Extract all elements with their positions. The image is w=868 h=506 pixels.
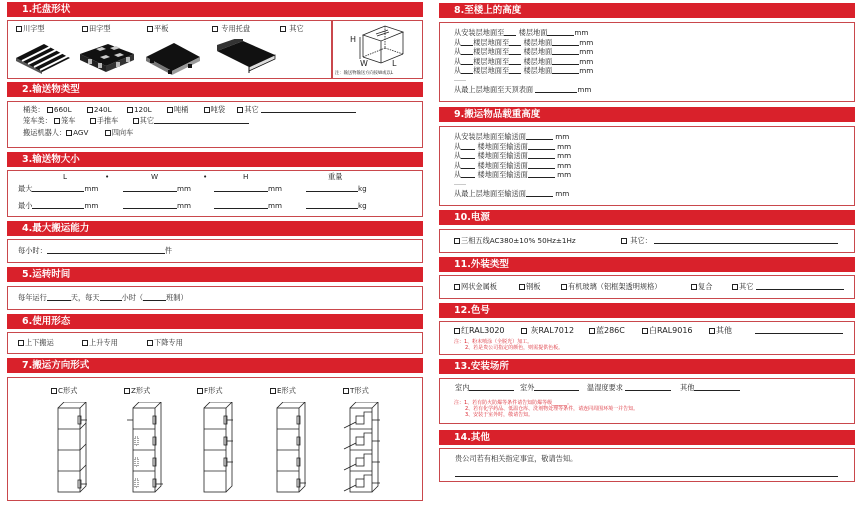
section-5-operating-time: 每年运行 天，每天 小时（ 班制） xyxy=(7,286,423,310)
checkbox[interactable] xyxy=(521,328,527,334)
from-floor-input[interactable] xyxy=(461,47,473,55)
height-input[interactable] xyxy=(528,170,555,178)
from-floor-input[interactable] xyxy=(461,57,473,65)
checkbox[interactable] xyxy=(621,238,627,244)
section-9-header: 9.搬运物品载重高度 xyxy=(439,107,855,122)
color-note-2: 2、若是贵公司指定的颜色，则需提供色板。 xyxy=(465,345,564,351)
height-input[interactable] xyxy=(526,132,553,140)
ellipsis: …… xyxy=(454,76,466,83)
section-14-other xyxy=(439,448,855,482)
row-min: 最小 mm xyxy=(18,201,99,210)
section-9-load-height xyxy=(439,126,855,206)
e-form-tower-icon xyxy=(271,402,309,494)
section-7-direction xyxy=(7,377,423,501)
option-blue[interactable]: 蓝286C xyxy=(589,325,625,336)
floor-input[interactable] xyxy=(461,142,475,150)
diagram-label-w: W xyxy=(360,59,368,68)
option-other-color[interactable]: 其他 xyxy=(709,325,732,336)
other-cladding-input[interactable] xyxy=(756,282,844,290)
checkbox[interactable] xyxy=(212,26,218,32)
checkbox[interactable] xyxy=(691,284,697,290)
checkbox[interactable] xyxy=(82,26,88,32)
option-up-only[interactable]: 上升专用 xyxy=(82,338,118,347)
checkbox[interactable] xyxy=(642,328,648,334)
load-row: 从 楼地面至输送面 mm xyxy=(454,170,572,179)
option-grey[interactable]: 灰RAL7012 xyxy=(521,325,574,336)
option-c[interactable]: C形式 xyxy=(51,386,77,395)
option-ton-barrel[interactable]: 吨桶 xyxy=(167,105,188,114)
option-other-power[interactable]: 其它： xyxy=(621,236,838,245)
header-w: W xyxy=(151,172,159,181)
option-other[interactable]: 其它 xyxy=(280,24,304,33)
checkbox[interactable] xyxy=(105,130,111,136)
per-hour-input[interactable] xyxy=(47,246,165,254)
option-special[interactable]: 专用托盘 xyxy=(212,24,250,33)
checkbox[interactable] xyxy=(454,328,460,334)
checkbox[interactable] xyxy=(732,284,738,290)
diagram-label-h: H xyxy=(350,35,357,44)
section-14-header: 14.其他 xyxy=(439,430,855,445)
section-2-header: 2.输送物类型 xyxy=(7,82,423,97)
checkbox[interactable] xyxy=(16,26,22,32)
checkbox[interactable] xyxy=(343,388,349,394)
checkbox[interactable] xyxy=(90,118,96,124)
section-7-header: 7.搬运方向形式 xyxy=(7,358,423,373)
section-6-header: 6.使用形态 xyxy=(7,314,423,329)
days-per-year-input[interactable] xyxy=(47,293,71,301)
option-acrylic[interactable]: 有机玻璃（铝框架透明规格） xyxy=(561,282,661,291)
height-input[interactable] xyxy=(552,66,579,74)
section-4-max-capacity: 每小时： 件 xyxy=(7,239,423,263)
diagram-label-l: L xyxy=(392,59,397,68)
height-input[interactable] xyxy=(552,47,579,55)
section-11-cladding xyxy=(439,275,855,299)
to-floor-input[interactable] xyxy=(509,66,521,74)
checkbox[interactable] xyxy=(133,118,139,124)
to-floor-input[interactable] xyxy=(509,38,521,46)
option-t[interactable]: T形式 xyxy=(343,386,369,395)
diagram-divider xyxy=(331,20,333,79)
header-sep: • xyxy=(203,172,208,181)
ellipsis: …… xyxy=(454,180,466,187)
floor-row-last: 从最上层地面至天顶表面 mm xyxy=(454,85,592,94)
checkbox[interactable] xyxy=(147,26,153,32)
section-1-header: 1.托盘形状 xyxy=(7,2,423,17)
option-other[interactable]: 其它 xyxy=(237,105,258,114)
z-form-tower-icon xyxy=(125,402,165,494)
max-w-input[interactable] xyxy=(123,184,177,192)
site-note-1: 注：1、若有防火防爆等条件请告知防爆等级______。 xyxy=(454,400,573,406)
checkbox[interactable] xyxy=(54,118,60,124)
flat-pallet-icon xyxy=(144,39,202,75)
option-e[interactable]: E形式 xyxy=(270,386,296,395)
checkbox[interactable] xyxy=(454,284,460,290)
checkbox[interactable] xyxy=(127,107,133,113)
to-floor-input[interactable] xyxy=(509,57,521,65)
floor-input[interactable] xyxy=(461,161,475,169)
floor-row: 从 楼层地面至 楼层地面 mm xyxy=(454,37,594,47)
checkbox[interactable] xyxy=(82,340,88,346)
floor-row: 从 楼层地面至 楼层地面 mm xyxy=(454,47,594,56)
checkbox[interactable] xyxy=(167,107,173,113)
checkbox[interactable] xyxy=(204,107,210,113)
option-other[interactable]: 其它 xyxy=(133,116,154,125)
checkbox[interactable] xyxy=(66,130,72,136)
max-l-input[interactable] xyxy=(32,184,84,192)
other-notes-input[interactable] xyxy=(455,476,838,477)
option-steel[interactable]: 钢板 xyxy=(519,282,540,291)
shifts-input[interactable] xyxy=(143,293,166,301)
checkbox[interactable] xyxy=(589,328,595,334)
load-row-first: 从安装层地面至输送面 mm xyxy=(454,132,570,141)
option-ton-bag[interactable]: 吨袋 xyxy=(204,105,225,114)
site-note-3: 3、安装于室外时，敬请告知。 xyxy=(465,412,534,418)
row-barrel: 桶类： 660L 240L 120L 吨桶 吨袋 其它 xyxy=(23,105,356,114)
min-weight-input[interactable] xyxy=(306,201,358,209)
checkbox[interactable] xyxy=(87,107,93,113)
row-cage: 笼车类： 笼车 手推车 其它 xyxy=(23,116,249,125)
height-input[interactable] xyxy=(528,151,555,159)
option-other-cladding[interactable]: 其它 xyxy=(732,282,844,291)
floor-input[interactable] xyxy=(461,170,475,178)
option-agv[interactable]: AGV xyxy=(66,128,88,137)
option-white[interactable]: 白RAL9016 xyxy=(642,325,693,336)
section-8-header: 8.至楼上的高度 xyxy=(439,3,855,18)
height-input[interactable] xyxy=(552,38,579,46)
section-4-header: 4.最大搬运能力 xyxy=(7,221,423,236)
load-row: 从 楼地面至输送面 mm xyxy=(454,151,572,160)
checkbox[interactable] xyxy=(18,340,24,346)
max-weight-input[interactable] xyxy=(306,184,358,192)
checkbox[interactable] xyxy=(147,340,153,346)
checkbox[interactable] xyxy=(124,388,130,394)
option-tian[interactable]: 田字型 xyxy=(82,24,111,33)
section-3-header: 3.输送物大小 xyxy=(7,152,423,167)
floor-row: 从 楼层地面至 楼层地面 mm xyxy=(454,56,594,66)
header-sep: • xyxy=(105,172,110,181)
checkbox[interactable] xyxy=(237,107,243,113)
max-h-input[interactable] xyxy=(214,184,268,192)
section-6-usage xyxy=(7,332,423,354)
option-flat[interactable]: 平板 xyxy=(147,24,168,33)
height-input[interactable] xyxy=(528,142,555,150)
t-form-tower-icon xyxy=(342,402,382,494)
section-2-goods-type xyxy=(7,101,423,148)
f-form-tower-icon xyxy=(198,402,236,494)
section-10-header: 10.电源 xyxy=(439,210,855,225)
checkbox[interactable] xyxy=(454,238,460,244)
indoor-input[interactable] xyxy=(469,383,514,391)
load-row-last: 从最上层地面至输送面 mm xyxy=(454,189,570,198)
temp-humidity-input[interactable] xyxy=(625,383,671,391)
chuan-pallet-icon xyxy=(14,38,72,74)
other-color-input[interactable] xyxy=(755,333,843,334)
checkbox[interactable] xyxy=(519,284,525,290)
option-up-down[interactable]: 上下搬运 xyxy=(18,338,54,347)
option-red[interactable]: 红RAL3020 xyxy=(454,325,505,336)
floor-row-first: 从安装层地面至 楼层地面 mm xyxy=(454,28,589,37)
min-w-input[interactable] xyxy=(123,201,177,209)
from-floor-input[interactable] xyxy=(461,38,473,46)
section-13-install-site: 室内 室外 温湿度要求 其他 注：1、若有防火防爆等条件请告知防爆等级______。 2、若有化学药品、低温仓库、洗剂物处理等条件，请连同周围环境一并告知。 3、安装于室外时，敬请告知。 xyxy=(439,378,855,424)
top-height-input[interactable] xyxy=(535,85,577,93)
section-10-power xyxy=(439,229,855,253)
other-input[interactable] xyxy=(154,116,249,124)
height-input[interactable] xyxy=(552,57,579,65)
option-660l[interactable]: 660L xyxy=(47,105,72,114)
min-h-input[interactable] xyxy=(214,201,268,209)
option-240l[interactable]: 240L xyxy=(87,105,112,114)
checkbox[interactable] xyxy=(561,284,567,290)
outdoor-input[interactable] xyxy=(534,383,579,391)
other-input[interactable] xyxy=(261,105,356,113)
option-composite[interactable]: 复合 xyxy=(691,282,712,291)
checkbox[interactable] xyxy=(280,26,286,32)
header-l: L xyxy=(63,172,68,181)
checkbox[interactable] xyxy=(197,388,203,394)
option-chuan[interactable]: 川字型 xyxy=(16,24,45,33)
min-l-input[interactable] xyxy=(32,201,84,209)
option-cage-cart[interactable]: 笼车 xyxy=(54,116,75,125)
option-z[interactable]: Z形式 xyxy=(124,386,150,395)
checkbox[interactable] xyxy=(51,388,57,394)
section-11-header: 11.外装类型 xyxy=(439,257,855,272)
from-floor-input[interactable] xyxy=(461,66,473,74)
option-f[interactable]: F形式 xyxy=(197,386,223,395)
header-weight: 重量 xyxy=(328,172,343,181)
option-120l[interactable]: 120L xyxy=(127,105,152,114)
checkbox[interactable] xyxy=(47,107,53,113)
to-floor-input[interactable] xyxy=(509,47,521,55)
section-8-floor-height xyxy=(439,22,855,102)
special-pallet-icon xyxy=(213,39,279,75)
other-site-input[interactable] xyxy=(694,383,740,391)
row-max: 最大 mm xyxy=(18,184,99,193)
other-instructions: 贵公司若有相关指定事宜，敬请告知。 xyxy=(455,454,578,463)
height-input[interactable] xyxy=(528,161,555,169)
section-5-header: 5.运转时间 xyxy=(7,267,423,282)
floor-row: 从 楼层地面至 楼层地面 mm xyxy=(454,66,594,75)
color-note-1: 注：1、粉末喷涂（全脱光）加工。 xyxy=(454,339,533,345)
option-hand-cart[interactable]: 手推车 xyxy=(90,116,119,125)
row-robot: 搬运机器人： AGV 四向车 xyxy=(23,128,134,137)
checkbox[interactable] xyxy=(709,328,715,334)
section-12-color xyxy=(439,321,855,355)
box-dimension-diagram-icon xyxy=(341,23,421,67)
section-12-header: 12.色号 xyxy=(439,303,855,318)
height-input[interactable] xyxy=(547,28,574,36)
site-note-2: 2、若有化学药品、低温仓库、洗剂物处理等条件，请连同周围环境一并告知。 xyxy=(465,406,639,412)
load-row: 从 楼地面至输送面 mm xyxy=(454,141,572,151)
option-three-phase[interactable]: 三相五线AC380±10% 50Hz±1Hz xyxy=(454,236,576,245)
hours-per-day-input[interactable] xyxy=(100,293,122,301)
diagram-note: 注：输送物输送方向按W或以L xyxy=(335,71,394,76)
floor-input[interactable] xyxy=(461,151,475,159)
section-13-header: 13.安装场所 xyxy=(439,359,855,374)
option-down-only[interactable]: 下降专用 xyxy=(147,338,183,347)
checkbox[interactable] xyxy=(270,388,276,394)
header-h: H xyxy=(243,172,249,181)
top-height-input[interactable] xyxy=(526,189,553,197)
tian-pallet-icon xyxy=(78,40,136,74)
section-3-goods-size: L • W • H 重量 最大 mm mm mm kg 最小 mm mm mm kg xyxy=(7,170,423,217)
section-1-pallet-shape xyxy=(7,20,423,79)
option-four-way[interactable]: 四向车 xyxy=(105,128,134,137)
other-power-input[interactable] xyxy=(654,236,838,244)
c-form-tower-icon xyxy=(52,402,88,494)
floor-input[interactable] xyxy=(504,28,516,36)
option-mesh-metal[interactable]: 网状金属板 xyxy=(454,282,497,291)
load-row: 从 楼地面至输送面 mm xyxy=(454,160,572,170)
